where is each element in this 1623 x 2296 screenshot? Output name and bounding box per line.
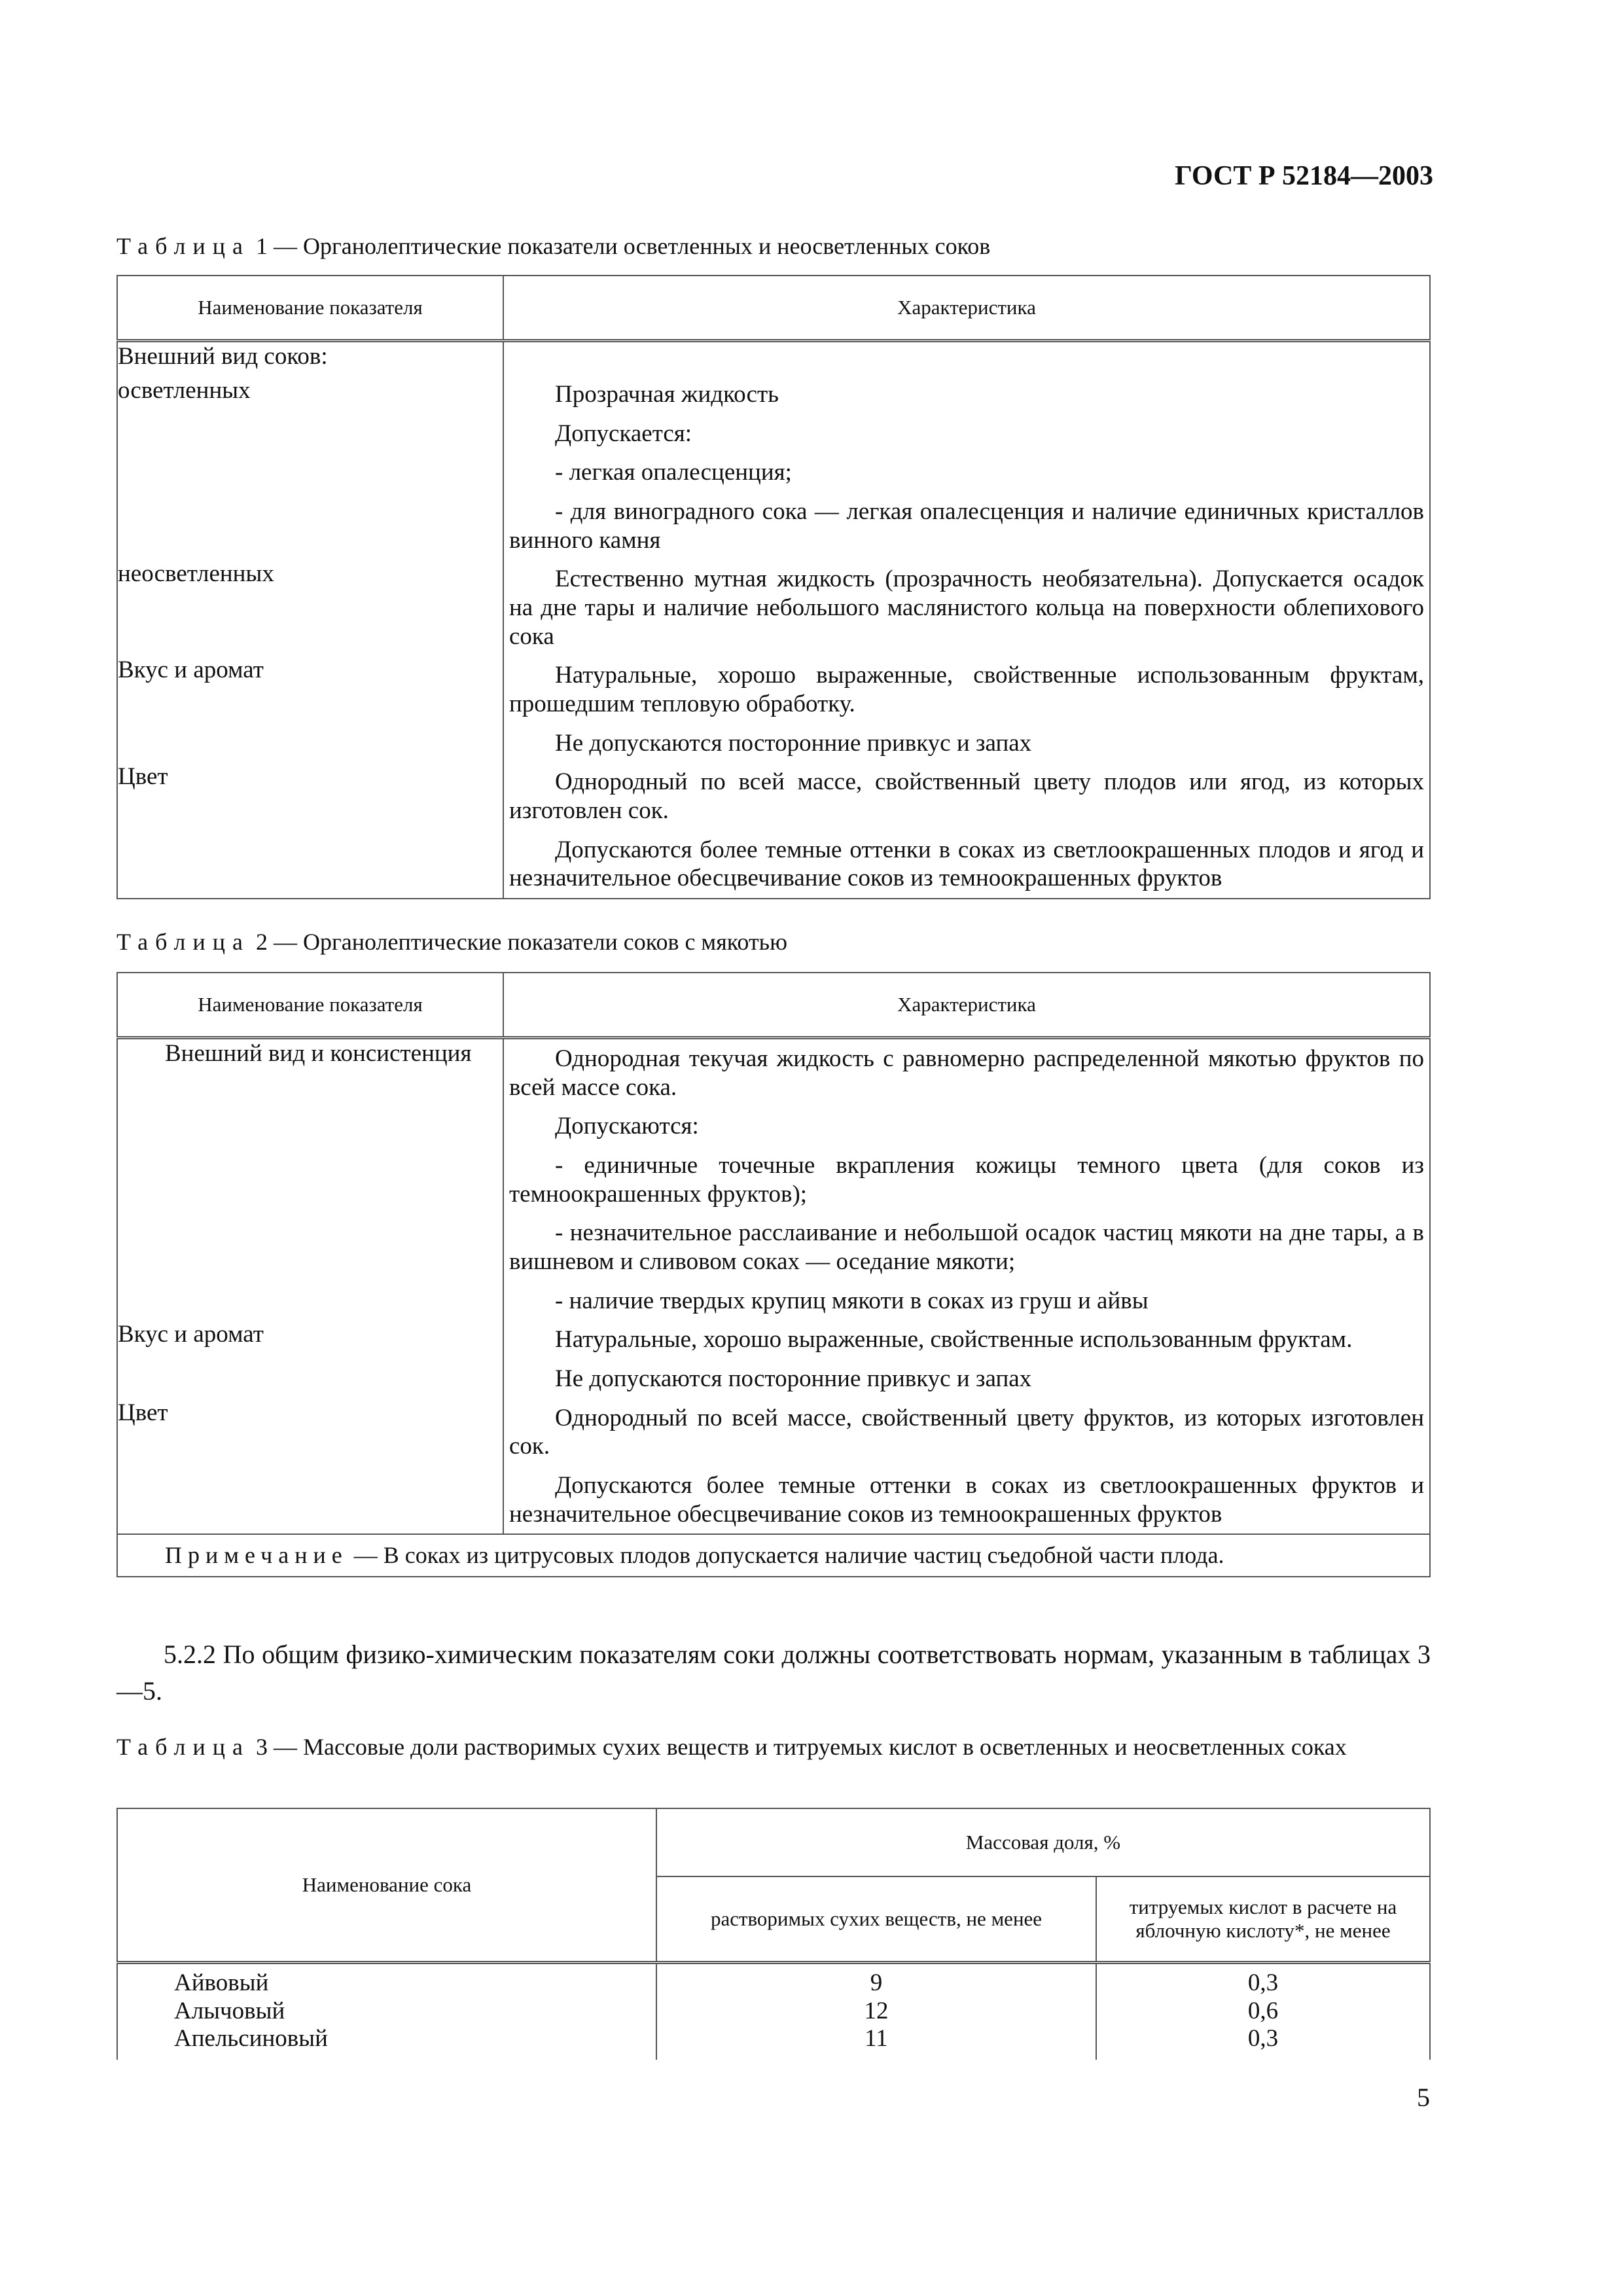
page-number: 5 (1417, 2083, 1430, 2112)
solids-value: 9 (656, 1963, 1096, 1998)
row-label: осветленных (117, 375, 503, 560)
row-label: неосветленных (117, 560, 503, 656)
table3 (116, 1808, 1431, 2060)
cell-text: Однородный по всей массе, свойственный цвету фруктов, из которых изготовлен сок. (509, 1404, 1424, 1460)
cell-text: - единичные точечные вкрапления кожицы темного цвета (для соков из темноокрашенных фруктов); (509, 1151, 1424, 1208)
table-row (117, 1963, 1430, 1998)
table-row (117, 1320, 1430, 1398)
table1-caption-text: 1 — Органолептические показатели осветленных и неосветленных соков (255, 233, 991, 259)
cell-text: - для виноградного сока — легкая опалесценция и наличие единичных кристаллов винного камня (509, 497, 1424, 554)
note-text: — В соках из цитрусовых плодов допускается наличие частиц съедобной части плода. (348, 1542, 1224, 1569)
cell-text: Допускается: (555, 420, 692, 447)
table2-caption-word: Таблица (116, 929, 250, 955)
juice-name: Айвовый (117, 1963, 656, 1998)
table1 (116, 275, 1431, 899)
cell-text: Допускаются более темные оттенки в соках из светлоокрашенных фруктов и незначительное обесцвечивание соков из темноокрашенных фруктов (509, 1471, 1424, 1528)
table1-caption (116, 232, 990, 260)
table3-col-acid: титруемых кислот в расчете на яблочную кислоту*, не менее (1096, 1876, 1430, 1963)
table3-group-header: Массовая доля, % (656, 1808, 1430, 1876)
row-label: Вкус и аромат (117, 656, 503, 762)
cell-text: Не допускаются посторонние привкус и запах (555, 729, 1032, 757)
cell-text: - легкая опалесценция; (555, 459, 792, 486)
table1-col-name: Наименование показателя (117, 276, 503, 341)
document-code: ГОСТ Р 52184—2003 (1175, 161, 1433, 191)
acid-value: 0,3 (1096, 1963, 1430, 1998)
table-row (117, 375, 1430, 560)
table3-caption-text: 3 — Массовые доли растворимых сухих веществ и титруемых кислот в осветленных и неосветленных соках (255, 1734, 1347, 1760)
juice-name: Апельсиновый (117, 2025, 656, 2060)
cell-text: Естественно мутная жидкость (прозрачность необязательна). Допускается осадок на дне тары и наличие небольшого маслянистого кольца на поверхности облепихового сока (509, 565, 1424, 650)
table-row (117, 656, 1430, 762)
table2-col-name: Наименование показателя (117, 973, 503, 1038)
cell-text: Прозрачная жидкость (555, 381, 779, 408)
table-row (117, 341, 1430, 376)
solids-value: 12 (656, 1998, 1096, 2026)
table-row (117, 1038, 1430, 1321)
table3-caption (116, 1734, 1431, 1761)
table-row (117, 1399, 1430, 1535)
table2-caption (116, 928, 787, 956)
cell-text: Натуральные, хорошо выраженные, свойственные использованным фруктам. (555, 1326, 1353, 1354)
table1-col-char: Характеристика (503, 276, 1430, 341)
note-word: Примечание (165, 1542, 348, 1569)
table-row (117, 2025, 1430, 2060)
acid-value: 0,6 (1096, 1998, 1430, 2026)
table3-col-name: Наименование сока (117, 1808, 656, 1963)
cell-text: - наличие твердых крупиц мякоти в соках из груш и айвы (555, 1287, 1149, 1314)
table-row (117, 1998, 1430, 2026)
cell-text: Однородный по всей массе, свойственный цвету плодов или ягод, из которых изготовлен сок. (509, 768, 1424, 824)
juice-name: Алычовый (117, 1998, 656, 2026)
paragraph-5-2-2: 5.2.2 По общим физико-химическим показателям соки должны соответствовать нормам, указанным в таблицах 3—5. (116, 1640, 1431, 1706)
table-note-row (117, 1534, 1430, 1576)
acid-value: 0,3 (1096, 2025, 1430, 2060)
table-row (117, 560, 1430, 656)
row-label: Цвет (117, 1399, 503, 1535)
row-label: Вкус и аромат (117, 1320, 503, 1398)
table2-col-char: Характеристика (503, 973, 1430, 1038)
table1-caption-word: Таблица (116, 233, 250, 259)
table-row (117, 762, 1430, 899)
table2-caption-text: 2 — Органолептические показатели соков с мякотью (255, 929, 787, 955)
cell-text: - незначительное расслаивание и небольшой осадок частиц мякоти на дне тары, а в вишневом и сливовом соках — оседание мякоти; (509, 1219, 1424, 1275)
row-label: Цвет (117, 762, 503, 899)
cell-text: Не допускаются посторонние привкус и запах (555, 1365, 1032, 1392)
row-label: Внешний вид соков: (117, 341, 503, 376)
cell-text: Натуральные, хорошо выраженные, свойственные использованным фруктам, прошедшим тепловую обработку. (509, 662, 1424, 717)
table3-caption-word: Таблица (116, 1734, 250, 1760)
cell-text: Допускаются: (555, 1113, 699, 1140)
row-label: Внешний вид и консистенция (117, 1038, 503, 1321)
cell-text: Допускаются более темные оттенки в соках из светлоокрашенных плодов и ягод и незначительное обесцвечивание соков из темноокрашенных фруктов (509, 836, 1424, 892)
cell-text: Однородная текучая жидкость с равномерно распределенной мякотью фруктов по всей массе сока. (509, 1045, 1424, 1101)
table2 (116, 972, 1431, 1577)
table3-col-solids: растворимых сухих веществ, не менее (656, 1876, 1096, 1963)
solids-value: 11 (656, 2025, 1096, 2060)
